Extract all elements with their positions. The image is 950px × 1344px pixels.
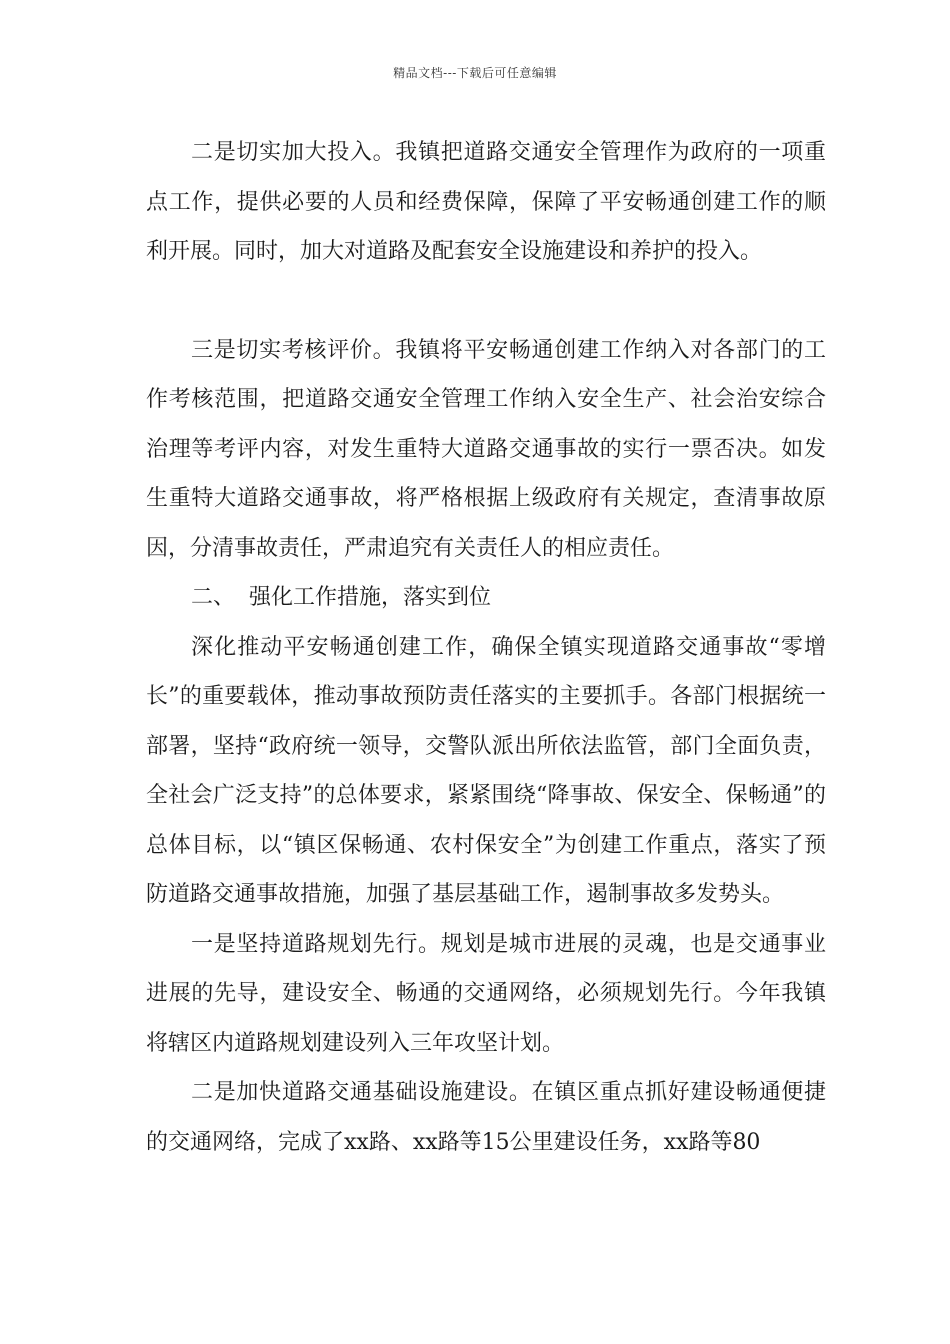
paragraph-spacer bbox=[146, 277, 826, 326]
paragraph-assessment: 三是切实考核评价。我镇将平安畅通创建工作纳入对各部门的工作考核范围，把道路交通安全管理工作纳入安全生产、社会治安综合治理等考评内容，对发生重特大道路交通事故的实行一票否决。如发生重特大道路交通事故，将严格根据上级政府有关规定，查清事故原因，分清事故责任，严肃追究有关责任人的相应责任。 bbox=[146, 337, 826, 561]
page-header: 精品文档---下载后可任意编辑 bbox=[393, 66, 557, 80]
paragraph-deepen: 深化推动平安畅通创建工作，确保全镇实现道路交通事故“零增长”的重要载体，推动事故预防责任落实的主要抓手。各部门根据统一部署，坚持“政府统一领导，交警队派出所依法监管，部门全面负责，全社会广泛支持”的总体要求，紧紧围绕“降事故、保安全、保畅通”的总体目标，以“镇区保畅通、农村保安全”为创建工作重点，落实了预防道路交通事故措施，加强了基层基础工作，遏制事故多发势头。 bbox=[146, 634, 826, 907]
paragraph-investment: 二是切实加大投入。我镇把道路交通安全管理作为政府的一项重点工作，提供必要的人员和经费保障，保障了平安畅通创建工作的顺利开展。同时，加大对道路及配套安全设施建设和养护的投入。 bbox=[146, 140, 826, 264]
section-heading: 二、 强化工作措施，落实到位 bbox=[191, 585, 491, 610]
paragraph-planning: 一是坚持道路规划先行。规划是城市进展的灵魂，也是交通事业进展的先导，建设安全、畅通的交通网络，必须规划先行。今年我镇将辖区内道路规划建设列入三年攻坚计划。 bbox=[146, 931, 826, 1056]
document-body bbox=[146, 128, 826, 1167]
paragraph-infrastructure: 二是加快道路交通基础设施建设。在镇区重点抓好建设畅通便捷的交通网络，完成了xx路、xx路等15公里建设任务，xx路等80 bbox=[146, 1080, 826, 1155]
